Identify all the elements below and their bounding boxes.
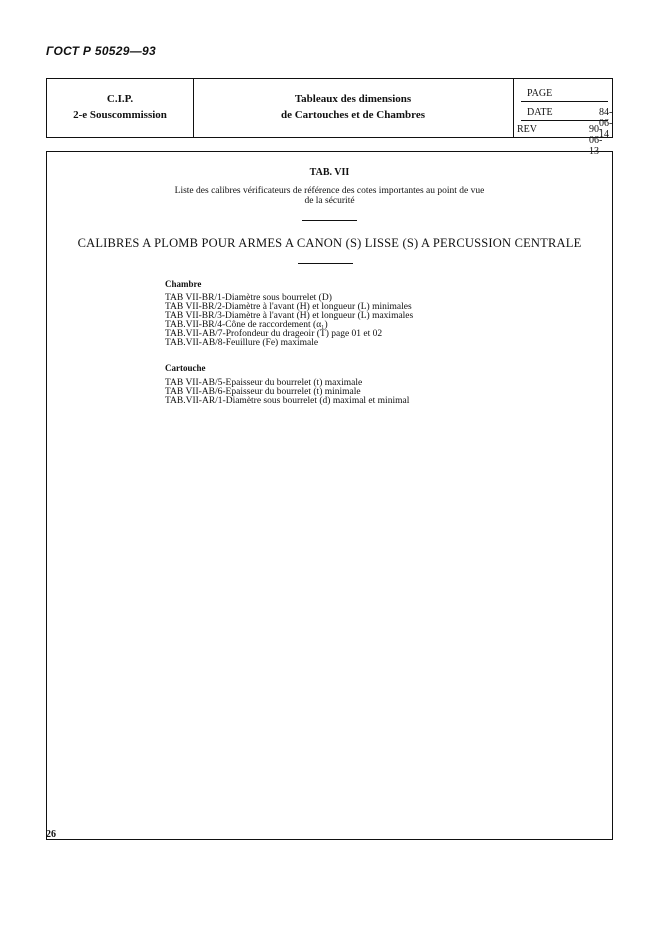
list-item: TAB VII-BR/1-Diamètre sous bourrelet (D) — [165, 293, 332, 303]
content-frame — [46, 151, 613, 840]
list-item: TAB VII-AB/5-Epaisseur du bourrelet (t) maximale — [165, 378, 363, 388]
running-head: ГОСТ Р 50529—93 — [46, 44, 156, 58]
list-item: TAB.VII-AR/1-Diamètre sous bourrelet (d) maximal et minimal — [165, 396, 410, 406]
doc-title-line2: de Cartouches et de Chambres — [280, 109, 425, 121]
table-subtitle-line1: Liste des calibres vérificateurs de référence des cotes importantes au point de vue — [174, 186, 485, 196]
org-name: C.I.P. — [106, 93, 134, 105]
chambre-label: Chambre — [165, 279, 202, 289]
divider-rule — [302, 220, 357, 221]
page-label: PAGE — [527, 88, 553, 99]
list-item: TAB VII-BR/3-Diamètre à l'avant (H) et longueur (L) maximales — [165, 311, 414, 321]
meta-divider — [521, 120, 608, 121]
list-item: TAB.VII-AB/7-Profondeur du drageoir (T) page 01 et 02 — [165, 329, 383, 339]
divider-rule — [298, 263, 353, 264]
rev-value: 90-06-13 — [589, 124, 603, 157]
title-cell — [193, 79, 514, 137]
list-item: TAB VII-AB/6-Epaisseur du bourrelet (t) minimale — [165, 387, 361, 397]
section-heading: CALIBRES A PLOMB POUR ARMES A CANON (S) LISSE (S) A PERCUSSION CENTRALE — [77, 236, 582, 250]
page-number: 26 — [46, 829, 56, 840]
list-item: TAB.VII-BR/4-Cône de raccordement (α₁) — [165, 320, 328, 330]
table-title: TAB. VII — [309, 167, 350, 178]
rev-label: REV — [517, 124, 537, 135]
chambre-group — [165, 280, 413, 348]
cartouche-label: Cartouche — [165, 363, 206, 373]
cartouche-group — [165, 364, 409, 406]
organization-cell — [47, 79, 194, 137]
doc-title-line1: Tableaux des dimensions — [294, 93, 412, 105]
date-label: DATE — [527, 107, 553, 118]
meta-cell — [513, 79, 613, 157]
document-header-table — [46, 78, 613, 157]
table-subtitle-line2: de la sécurité — [304, 196, 355, 206]
org-subcommission: 2-e Souscommission — [73, 109, 167, 121]
date-value: 84-06-14 — [599, 107, 613, 140]
list-item: TAB.VII-AB/8-Feuillure (Fe) maximale — [165, 338, 319, 348]
list-item: TAB VII-BR/2-Diamètre à l'avant (H) et longueur (L) minimales — [165, 302, 412, 312]
meta-divider — [521, 101, 608, 102]
